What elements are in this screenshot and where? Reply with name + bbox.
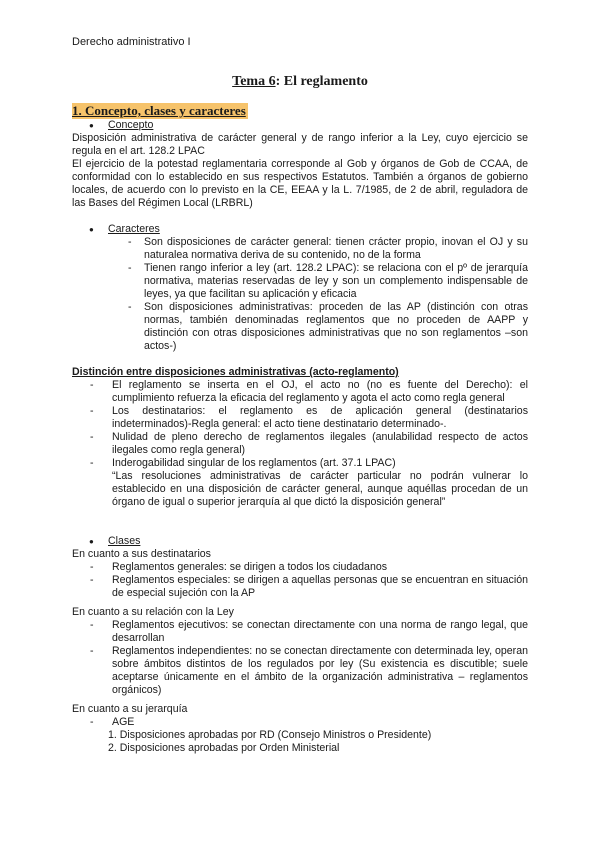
clases-label: Clases <box>108 535 141 547</box>
caracteres-label: Caracteres <box>108 223 160 235</box>
clases-bullet <box>72 535 528 548</box>
distincion-item: - Nulidad de pleno derecho de reglamentos ilegales (anulabilidad respecto de actos ilegales como regla general) <box>72 431 528 457</box>
concepto-paragraph-1: Disposición administrativa de carácter general y de rango inferior a la Ley, cuyo ejercicio se regula en el art. 128.2 LPAC <box>72 132 528 157</box>
section-heading: 1. Concepto, clases y caracteres <box>72 103 246 118</box>
jerarquia-heading: En cuanto a su jerarquía <box>72 703 188 715</box>
jerarquia-age: - AGE <box>72 716 528 729</box>
concepto-bullet <box>72 119 528 132</box>
page-title <box>0 74 600 90</box>
caracteres-item: - Son disposiciones de carácter general: tienen crácter propio, inovan el OJ y su naturalea normativa deriva de su contenido, no de la forma <box>72 236 528 262</box>
jerarquia-item: 1. Disposiciones aprobadas por RD (Consejo Ministros o Presidente) <box>108 729 432 741</box>
jerarquia-item: 2. Disposiciones aprobadas por Orden Ministerial <box>108 742 340 754</box>
distincion-quote: “Las resoluciones administrativas de carácter particular no podrán vulnerar lo establecido en una disposición de carácter general, aunque aquéllas procedan de un órgano de igual o superior jerarquía al que dictó la disposición general” <box>112 470 528 508</box>
caracteres-bullet <box>72 223 528 236</box>
distincion-item: - El reglamento se inserta en el OJ, el acto no (no es fuente del Derecho): el cumplimiento refuerza la eficacia del reglamento y agota el acto como regla general <box>72 379 528 405</box>
title-prefix: Tema 6 <box>232 74 276 89</box>
destinatarios-heading: En cuanto a sus destinatarios <box>72 548 211 560</box>
distincion-heading: Distinción entre disposiciones administrativas (acto-reglamento) <box>72 366 399 378</box>
distincion-item: - Los destinatarios: el reglamento es de aplicación general (destinatarios indeterminados)-Regla general: el acto tiene destinatario determinado-. <box>72 405 528 431</box>
relacion-item: - Reglamentos ejecutivos: se conectan directamente con una norma de rango legal, que desarrollan <box>72 619 528 645</box>
title-rest: : El reglamento <box>275 74 368 89</box>
relacion-item: - Reglamentos independientes: no se conectan directamente con determinada ley, operan sobre ámbitos distintos de los regulados por ley (Su existencia es discutible; suele aceptarse únicamente en el ámbito de la organización administrativa – reglamentos orgánicos) <box>72 645 528 697</box>
destinatarios-item: - Reglamentos generales: se dirigen a todos los ciudadanos <box>72 561 528 574</box>
relacion-heading: En cuanto a su relación con la Ley <box>72 606 234 618</box>
caracteres-item: - Son disposiciones administrativas: proceden de las AP (distinción con otras normas, también denominadas reglamentos que no proceden de AAPP y distinción con otras disposiciones administrativas que no son reglamentos –son actos-) <box>72 301 528 353</box>
concepto-label: Concepto <box>108 119 154 131</box>
destinatarios-item: - Reglamentos especiales: se dirigen a aquellas personas que se encuentran en situación de especial sujeción con la AP <box>72 574 528 600</box>
concepto-paragraph-2: El ejercicio de la potestad reglamentaria corresponde al Gob y órganos de Gob de CCAA, de conformidad con lo establecido en sus respectivos Estatutos. También a órganos de gobierno locales, de acuerdo con lo previsto en la CE, EEAA y la L. 7/1985, de 2 de abril, reguladora de las Bases del Régimen Local (LRBRL) <box>72 158 528 209</box>
page-header: Derecho administrativo I <box>72 36 191 48</box>
document-body <box>72 119 528 755</box>
distincion-item: - Inderogabilidad singular de los reglamentos (art. 37.1 LPAC) <box>72 457 528 470</box>
caracteres-item: - Tienen rango inferior a ley (art. 128.2 LPAC): se relaciona con el pº de jerarquía normativa, materias reservadas de ley y son un complemento indispensable de leyes, ya que facilitan su aplicación y eficacia <box>72 262 528 301</box>
